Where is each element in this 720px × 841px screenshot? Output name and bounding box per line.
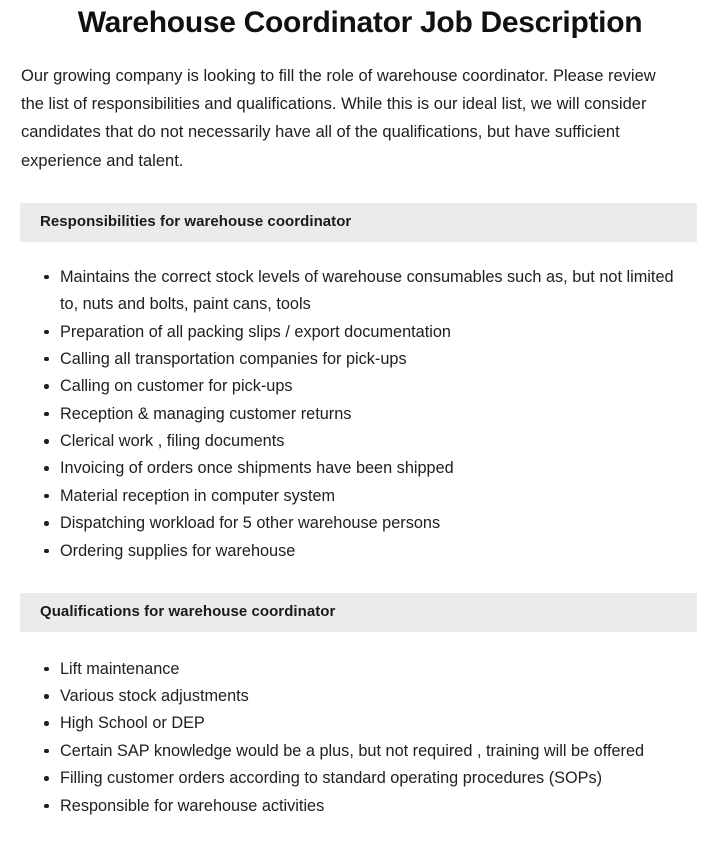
section-heading-responsibilities: Responsibilities for warehouse coordinator bbox=[20, 203, 697, 242]
list-item: Calling all transportation companies for pick-ups bbox=[21, 346, 691, 373]
list-item: Material reception in computer system bbox=[21, 483, 691, 510]
intro-paragraph: Our growing company is looking to fill the role of warehouse coordinator. Please review the list of responsibilities and qualifications. While this is our ideal list, we will consider candidates that do not necessarily have all of the qualifications, but have sufficient experience and talent. bbox=[21, 66, 656, 170]
list-item: Certain SAP knowledge would be a plus, but not required , training will be offered bbox=[21, 738, 691, 765]
list-item: Responsible for warehouse activities bbox=[21, 793, 691, 820]
list-item: Calling on customer for pick-ups bbox=[21, 373, 691, 400]
list-item: Preparation of all packing slips / export documentation bbox=[21, 319, 691, 346]
responsibilities-list bbox=[0, 242, 720, 565]
list-item: Dispatching workload for 5 other warehouse persons bbox=[21, 510, 691, 537]
list-item: Clerical work , filing documents bbox=[21, 428, 691, 455]
list-item: High School or DEP bbox=[21, 710, 691, 737]
list-item: Invoicing of orders once shipments have been shipped bbox=[21, 455, 691, 482]
section-heading-qualifications: Qualifications for warehouse coordinator bbox=[20, 593, 697, 632]
list-item: Ordering supplies for warehouse bbox=[21, 538, 691, 565]
list-item: Reception & managing customer returns bbox=[21, 401, 691, 428]
qualifications-list bbox=[0, 632, 720, 820]
list-item: Filling customer orders according to standard operating procedures (SOPs) bbox=[21, 765, 691, 792]
section-qualifications bbox=[0, 593, 720, 820]
page-title: Warehouse Coordinator Job Description bbox=[77, 6, 643, 39]
list-item: Various stock adjustments bbox=[21, 683, 691, 710]
list-item: Maintains the correct stock levels of warehouse consumables such as, but not limited to, nuts and bolts, paint cans, tools bbox=[21, 264, 691, 319]
list-item: Lift maintenance bbox=[21, 656, 691, 683]
section-responsibilities bbox=[0, 203, 720, 565]
